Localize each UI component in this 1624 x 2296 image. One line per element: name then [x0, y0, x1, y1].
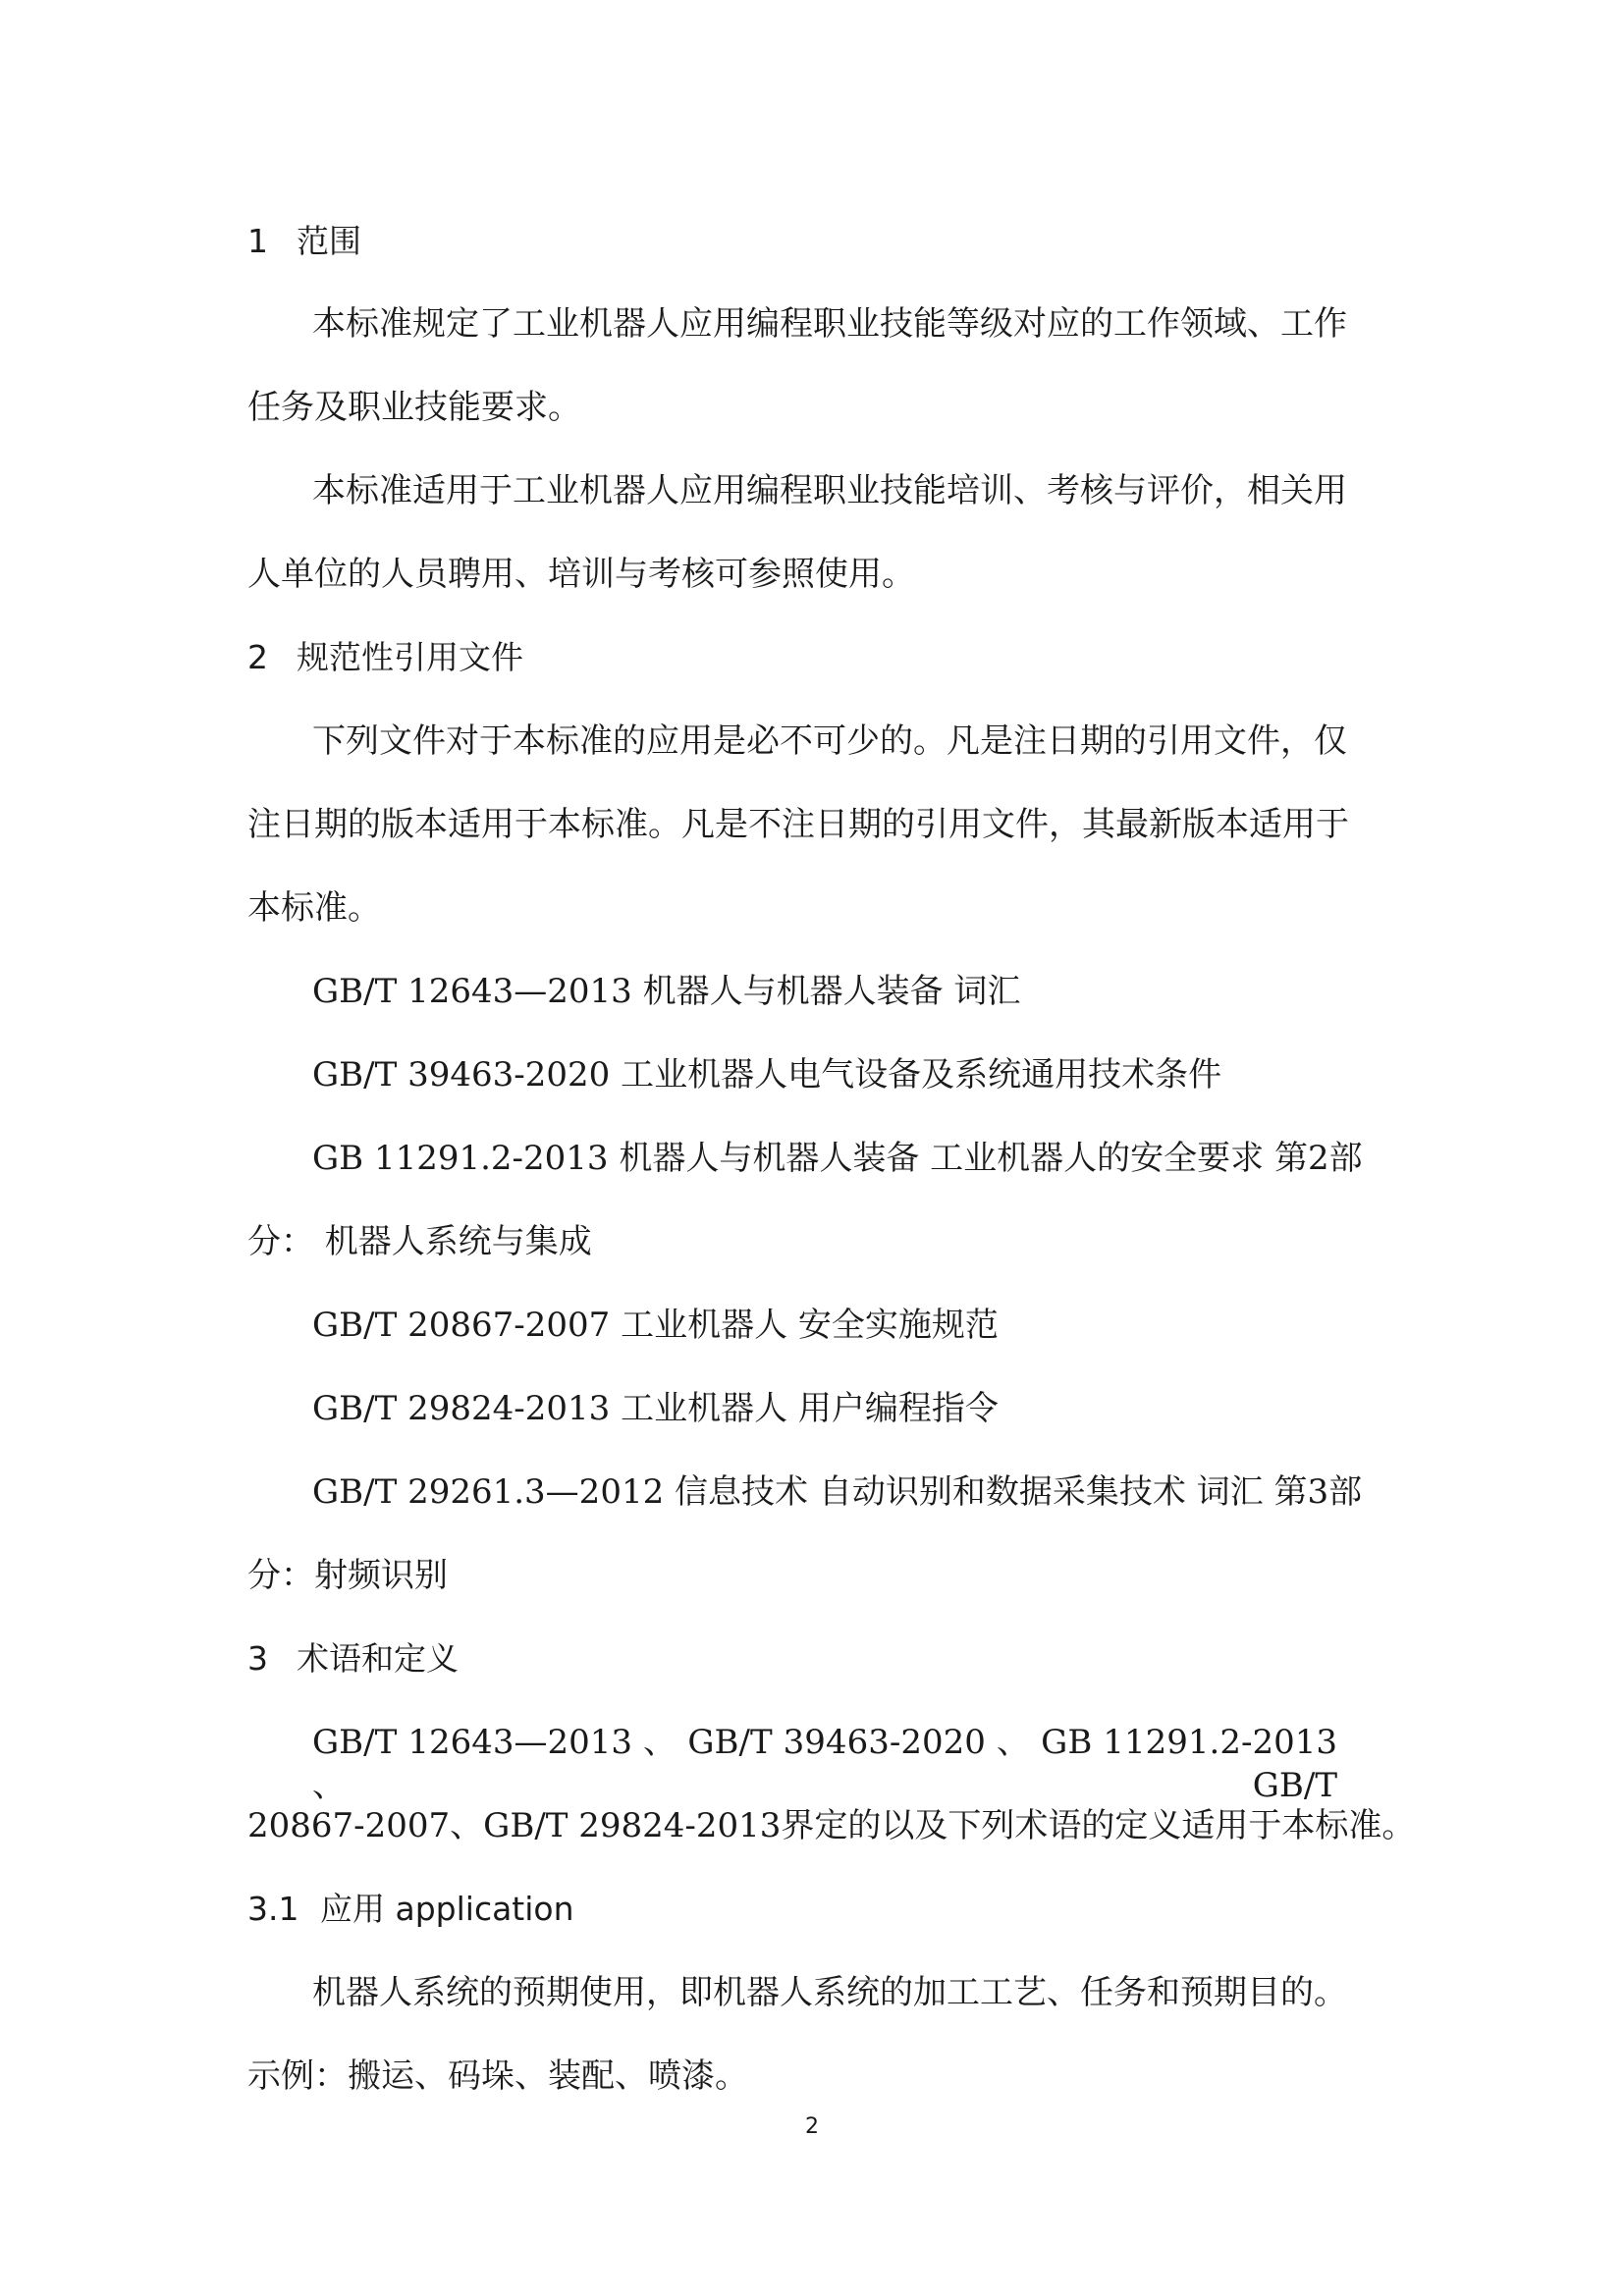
section-number: 2 — [247, 638, 268, 676]
page-number: 2 — [805, 2114, 819, 2139]
section-number: 3 — [247, 1639, 268, 1678]
paragraph-line: 注日期的版本适用于本标准。凡是不注日期的引用文件，其最新版本适用于 — [247, 805, 1349, 844]
paragraph-line: 下列文件对于本标准的应用是必不可少的。凡是注日期的引用文件，仅 — [312, 721, 1347, 761]
example-line: 示例：搬运、码垛、装配、喷漆。 — [247, 2056, 748, 2096]
reference-item: GB/T 12643—2013 机器人与机器人装备 词汇 — [312, 972, 1021, 1011]
section-title: 术语和定义 — [297, 1639, 459, 1678]
paragraph-line: 任务及职业技能要求。 — [247, 388, 581, 427]
paragraph-line: 人单位的人员聘用、培训与考核可参照使用。 — [247, 555, 915, 594]
section-2-heading — [247, 636, 1337, 679]
paragraph-line: GB/T 12643—2013 、 GB/T 39463-2020 、 GB 11291.2-2013 、 GB/T — [312, 1723, 1337, 1805]
section-title: 范围 — [297, 222, 361, 260]
reference-item: GB/T 29261.3—2012 信息技术 自动识别和数据采集技术 词汇 第3部 — [312, 1472, 1363, 1512]
paragraph-line: 机器人系统的预期使用，即机器人系统的加工工艺、任务和预期目的。 — [312, 1973, 1347, 2012]
paragraph-line: 本标准规定了工业机器人应用编程职业技能等级对应的工作领域、工作 — [312, 304, 1347, 344]
reference-item: GB/T 39463-2020 工业机器人电气设备及系统通用技术条件 — [312, 1055, 1222, 1095]
section-title: 应用 application — [320, 1890, 574, 1928]
reference-item-continuation: 分：射频识别 — [247, 1556, 448, 1595]
section-1-heading — [247, 220, 1337, 263]
paragraph-line: 本标准适用于工业机器人应用编程职业技能培训、考核与评价，相关用 — [312, 471, 1347, 510]
paragraph-line: 本标准。 — [247, 888, 381, 928]
reference-item: GB 11291.2-2013 机器人与机器人装备 工业机器人的安全要求 第2部 — [312, 1139, 1363, 1178]
reference-item: GB/T 29824-2013 工业机器人 用户编程指令 — [312, 1389, 999, 1428]
section-title: 规范性引用文件 — [297, 638, 523, 676]
paragraph-line: 20867-2007、GB/T 29824-2013界定的以及下列术语的定义适用于本标准。 — [247, 1806, 1416, 1845]
section-number: 1 — [247, 222, 268, 260]
section-number: 3.1 — [247, 1890, 299, 1928]
section-3-heading — [247, 1637, 1337, 1681]
section-3-1-heading — [247, 1888, 1337, 1931]
reference-item-continuation: 分： 机器人系统与集成 — [247, 1222, 592, 1261]
reference-item: GB/T 20867-2007 工业机器人 安全实施规范 — [312, 1306, 999, 1345]
